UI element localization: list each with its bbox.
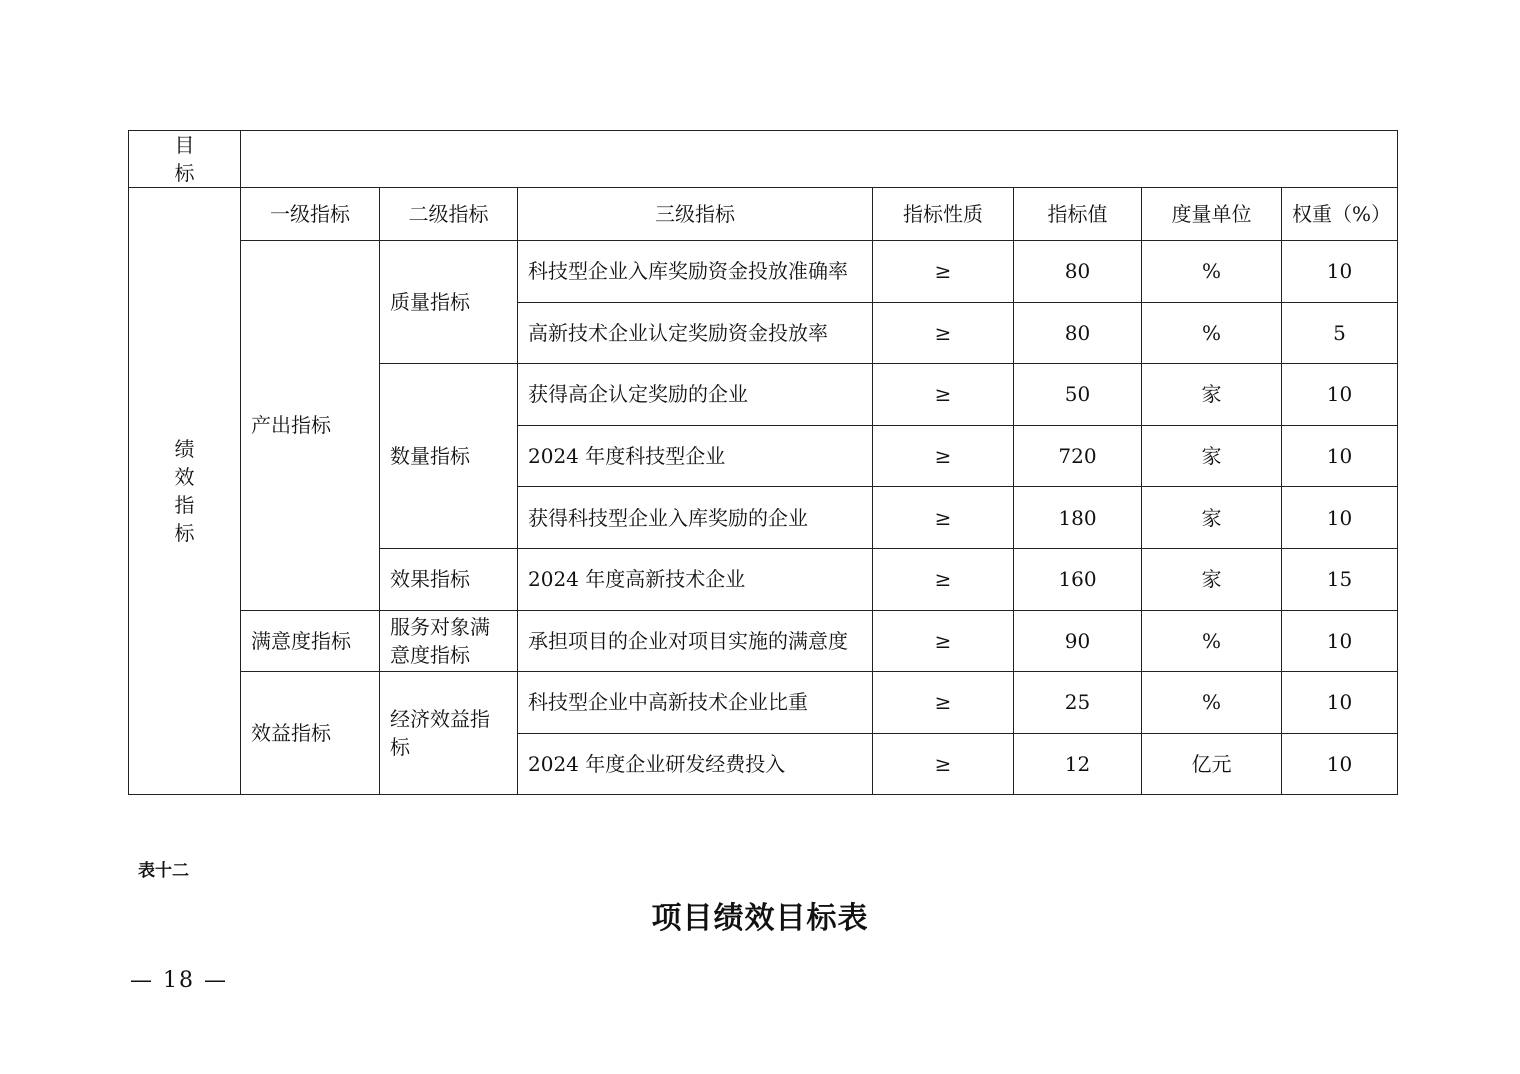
table-number-label: 表十二 (138, 861, 189, 881)
indicator-weight: 10 (1282, 733, 1398, 795)
header-nature: 指标性质 (873, 188, 1014, 241)
indicator-label-char: 指 (174, 493, 195, 518)
indicator-weight: 10 (1282, 425, 1398, 487)
indicator-label-cell (129, 188, 241, 795)
header-value: 指标值 (1014, 188, 1142, 241)
target-label-char: 目 (174, 133, 195, 157)
indicator-unit: 家 (1142, 487, 1282, 549)
indicator-value: 25 (1014, 672, 1142, 734)
level1-benefit-cell: 效益指标 (241, 672, 380, 795)
indicator-name: 科技型企业入库奖励资金投放准确率 (518, 241, 873, 303)
indicator-name: 获得科技型企业入库奖励的企业 (518, 487, 873, 549)
indicator-unit: 亿元 (1142, 733, 1282, 795)
indicator-value: 12 (1014, 733, 1142, 795)
header-level1: 一级指标 (241, 188, 380, 241)
level1-satisfaction-cell: 满意度指标 (241, 610, 380, 672)
table-row (129, 672, 1398, 734)
table-row (129, 241, 1398, 303)
indicator-label-char: 绩 (174, 437, 195, 462)
page-number: — 18 — (130, 968, 228, 993)
level1-output-cell: 产出指标 (241, 241, 380, 611)
level2-economic-cell: 经济效益指标 (380, 672, 518, 795)
indicator-nature: ≥ (873, 241, 1014, 303)
indicator-value: 90 (1014, 610, 1142, 672)
indicator-name: 2024 年度高新技术企业 (518, 548, 873, 610)
target-row (129, 131, 1398, 188)
indicator-weight: 10 (1282, 364, 1398, 426)
header-row (129, 188, 1398, 241)
indicator-weight: 10 (1282, 672, 1398, 734)
table-row (129, 610, 1398, 672)
indicator-unit: % (1142, 610, 1282, 672)
indicator-weight: 5 (1282, 302, 1398, 364)
target-content-cell (241, 131, 1398, 188)
indicator-name: 承担项目的企业对项目实施的满意度 (518, 610, 873, 672)
indicator-unit: 家 (1142, 548, 1282, 610)
header-weight: 权重（%） (1282, 188, 1398, 241)
header-unit: 度量单位 (1142, 188, 1282, 241)
level2-effect-cell: 效果指标 (380, 548, 518, 610)
indicator-weight: 10 (1282, 487, 1398, 549)
target-label-char: 标 (174, 161, 195, 185)
indicator-unit: % (1142, 302, 1282, 364)
indicator-value: 180 (1014, 487, 1142, 549)
indicator-value: 80 (1014, 241, 1142, 303)
level2-service-cell: 服务对象满意度指标 (380, 610, 518, 672)
indicator-value: 720 (1014, 425, 1142, 487)
indicator-nature: ≥ (873, 610, 1014, 672)
indicator-name: 获得高企认定奖励的企业 (518, 364, 873, 426)
header-level3: 三级指标 (518, 188, 873, 241)
indicator-nature: ≥ (873, 425, 1014, 487)
indicator-weight: 10 (1282, 610, 1398, 672)
indicator-nature: ≥ (873, 672, 1014, 734)
header-level2: 二级指标 (380, 188, 518, 241)
indicator-name: 2024 年度企业研发经费投入 (518, 733, 873, 795)
indicator-unit: % (1142, 241, 1282, 303)
indicator-nature: ≥ (873, 733, 1014, 795)
indicator-unit: 家 (1142, 364, 1282, 426)
document-title: 项目绩效目标表 (651, 901, 869, 936)
indicator-name: 科技型企业中高新技术企业比重 (518, 672, 873, 734)
target-label-cell (129, 131, 241, 188)
indicator-weight: 10 (1282, 241, 1398, 303)
indicator-value: 80 (1014, 302, 1142, 364)
indicator-value: 160 (1014, 548, 1142, 610)
indicator-value: 50 (1014, 364, 1142, 426)
indicator-label-char: 效 (174, 465, 195, 490)
indicator-nature: ≥ (873, 548, 1014, 610)
indicator-unit: 家 (1142, 425, 1282, 487)
indicator-nature: ≥ (873, 487, 1014, 549)
indicator-nature: ≥ (873, 364, 1014, 426)
indicator-unit: % (1142, 672, 1282, 734)
performance-table (128, 130, 1398, 795)
indicator-weight: 15 (1282, 548, 1398, 610)
indicator-nature: ≥ (873, 302, 1014, 364)
indicator-name: 高新技术企业认定奖励资金投放率 (518, 302, 873, 364)
level2-quality-cell: 质量指标 (380, 241, 518, 364)
indicator-label-char: 标 (174, 521, 195, 546)
level2-quantity-cell: 数量指标 (380, 364, 518, 549)
indicator-name: 2024 年度科技型企业 (518, 425, 873, 487)
